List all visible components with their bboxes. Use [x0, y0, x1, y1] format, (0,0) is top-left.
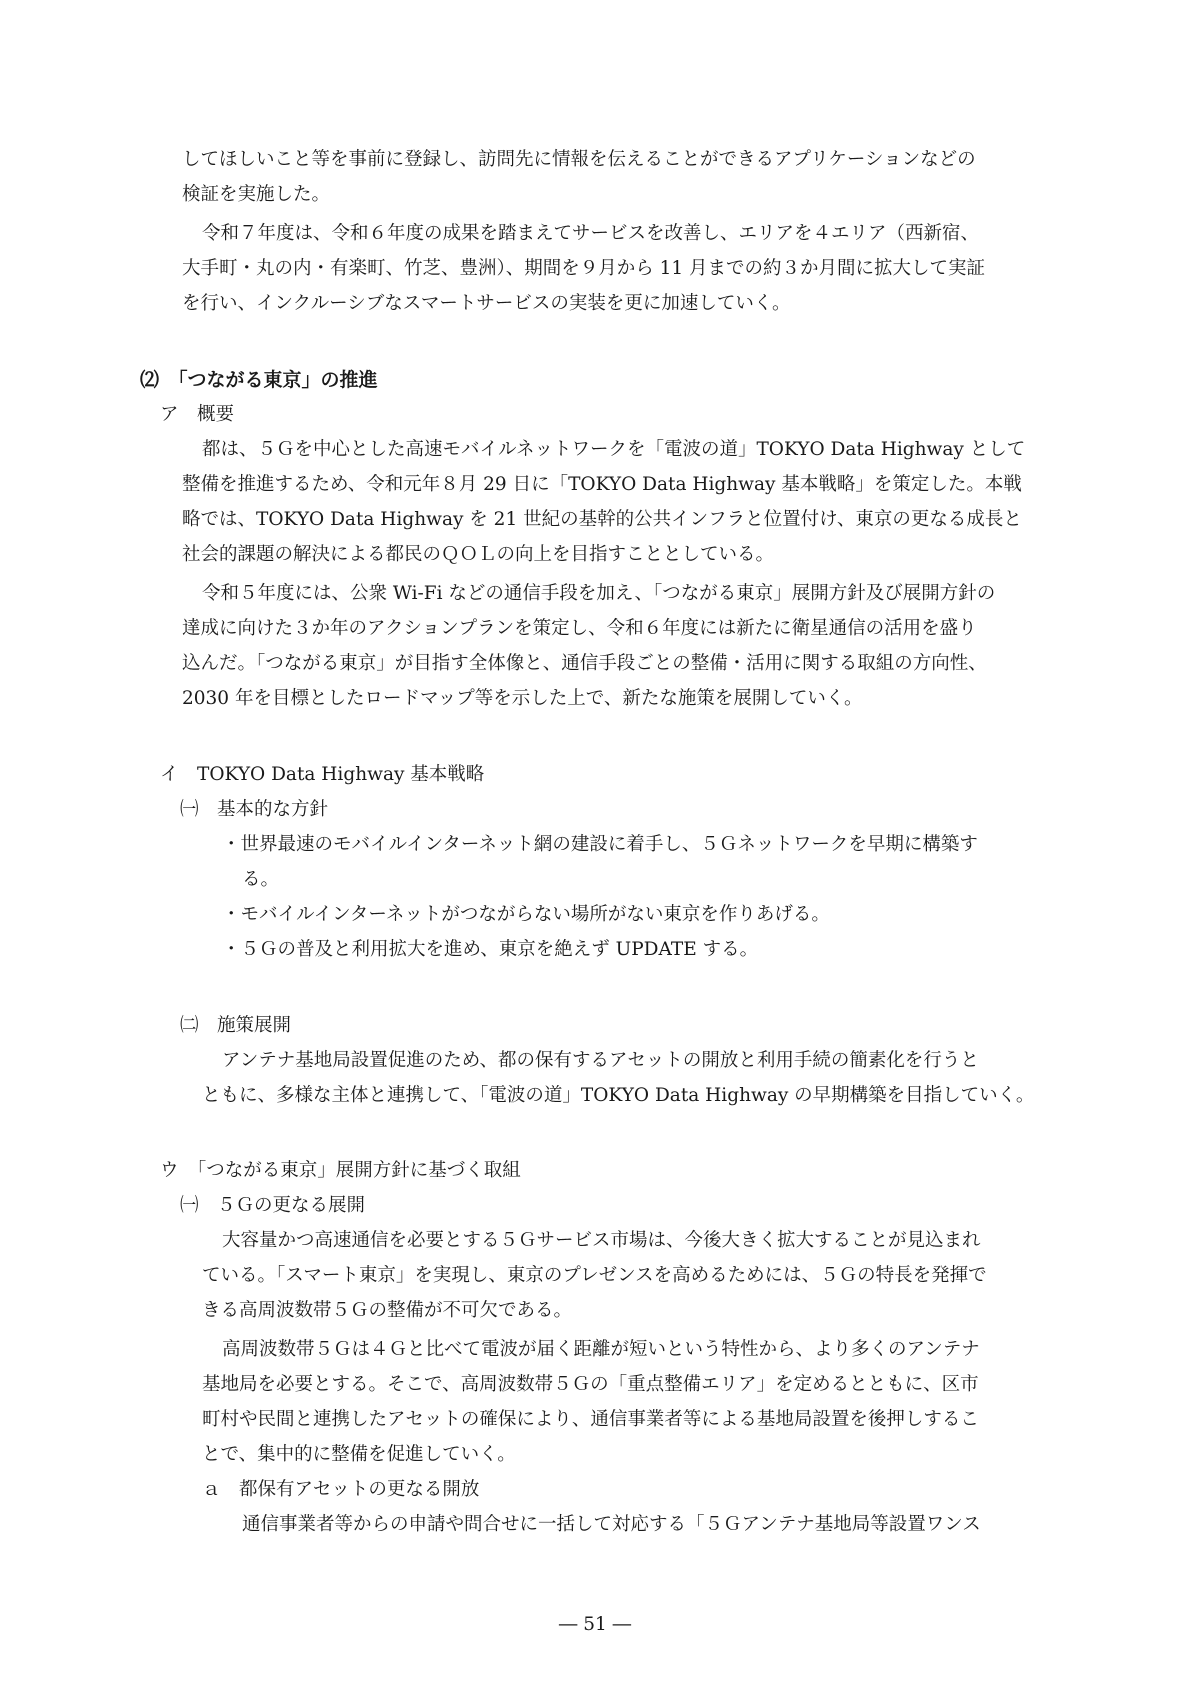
body-text-line: 込んだ。「つながる東京」が目指す全体像と、通信手段ごとの整備・活用に関する取組の方向性、	[182, 653, 987, 674]
body-text-line: 達成に向けた３か年のアクションプランを策定し、令和６年度には新たに衛星通信の活用を盛り	[182, 618, 977, 639]
body-text-line: 社会的課題の解決による都民のＱＯＬの向上を目指すこととしている。	[182, 544, 775, 565]
body-text-line: 検証を実施した。	[182, 184, 331, 205]
body-text-line: してほしいこと等を事前に登録し、訪問先に情報を伝えることができるアプリケーションなどの	[182, 149, 976, 170]
body-text-line: 都は、５Ｇを中心とした高速モバイルネットワークを「電波の道」TOKYO Data Highway として	[202, 439, 1026, 460]
body-text-line: 基地局を必要とする。そこで、高周波数帯５Ｇの「重点整備エリア」を定めるとともに、区市	[202, 1374, 979, 1395]
body-text-line: 令和５年度には、公衆 Wi-Fi などの通信手段を加え、「つながる東京」展開方針及び展開方針の	[202, 583, 996, 604]
body-text-line: とで、集中的に整備を促進していく。	[202, 1444, 516, 1465]
subsection-heading: ア 概要	[160, 404, 235, 425]
bullet-item: ・世界最速のモバイルインターネット網の建設に着手し、５Ｇネットワークを早期に構築す	[222, 834, 978, 855]
item-heading: ㈠ 基本的な方針	[180, 799, 329, 820]
body-text-line: きる高周波数帯５Ｇの整備が不可欠である。	[202, 1300, 573, 1321]
subsection-heading: ウ 「つながる東京」展開方針に基づく取組	[160, 1160, 521, 1181]
body-text-line: 令和７年度は、令和６年度の成果を踏まえてサービスを改善し、エリアを４エリア（西新宿、	[202, 223, 980, 244]
body-text-line: 整備を推進するため、令和元年８月 29 日に「TOKYO Data Highway 基本戦略」を策定した。本戦	[182, 474, 1022, 495]
body-text-line: 大手町・丸の内・有楽町、竹芝、豊洲）、期間を９月から 11 月までの約３か月間に拡大して実証	[182, 258, 986, 279]
body-text-line: 大容量かつ高速通信を必要とする５Ｇサービス市場は、今後大きく拡大することが見込まれ	[222, 1230, 981, 1251]
body-text-line: 2030 年を目標としたロードマップ等を示した上で、新たな施策を展開していく。	[182, 688, 863, 709]
bullet-item: ・５Ｇの普及と利用拡大を進め、東京を絶えず UPDATE する。	[222, 939, 759, 960]
body-text-line: アンテナ基地局設置促進のため、都の保有するアセットの開放と利用手続の簡素化を行うと	[222, 1050, 979, 1071]
body-text-line: を行い、インクルーシブなスマートサービスの実装を更に加速していく。	[182, 293, 791, 314]
item-heading: ㈠ ５Ｇの更なる展開	[180, 1195, 366, 1216]
body-text-line: ともに、多様な主体と連携して、「電波の道」TOKYO Data Highway の早期構築を目指していく。	[202, 1085, 1035, 1106]
subsection-heading: イ TOKYO Data Highway 基本戦略	[160, 764, 485, 785]
bullet-item-continuation: る。	[242, 869, 280, 890]
body-text-line: 略では、TOKYO Data Highway を 21 世紀の基幹的公共インフラと位置付け、東京の更なる成長と	[182, 509, 1022, 530]
item-subheading: ａ 都保有アセットの更なる開放	[202, 1479, 480, 1500]
page-number: ― 51 ―	[558, 1614, 632, 1635]
body-text-line: ている。「スマート東京」を実現し、東京のプレゼンスを高めるためには、５Ｇの特長を発揮で	[202, 1265, 987, 1286]
body-text-line: 町村や民間と連携したアセットの確保により、通信事業者等による基地局設置を後押しするこ	[202, 1409, 979, 1430]
item-heading: ㈡ 施策展開	[180, 1015, 292, 1036]
body-text-line: 高周波数帯５Ｇは４Ｇと比べて電波が届く距離が短いという特性から、より多くのアンテナ	[222, 1339, 980, 1360]
section-heading: ⑵ 「つながる東京」の推進	[140, 369, 378, 391]
bullet-item: ・モバイルインターネットがつながらない場所がない東京を作りあげる。	[222, 904, 830, 925]
body-text-line: 通信事業者等からの申請や問合せに一括して対応する「５Ｇアンテナ基地局等設置ワンス	[242, 1514, 981, 1535]
